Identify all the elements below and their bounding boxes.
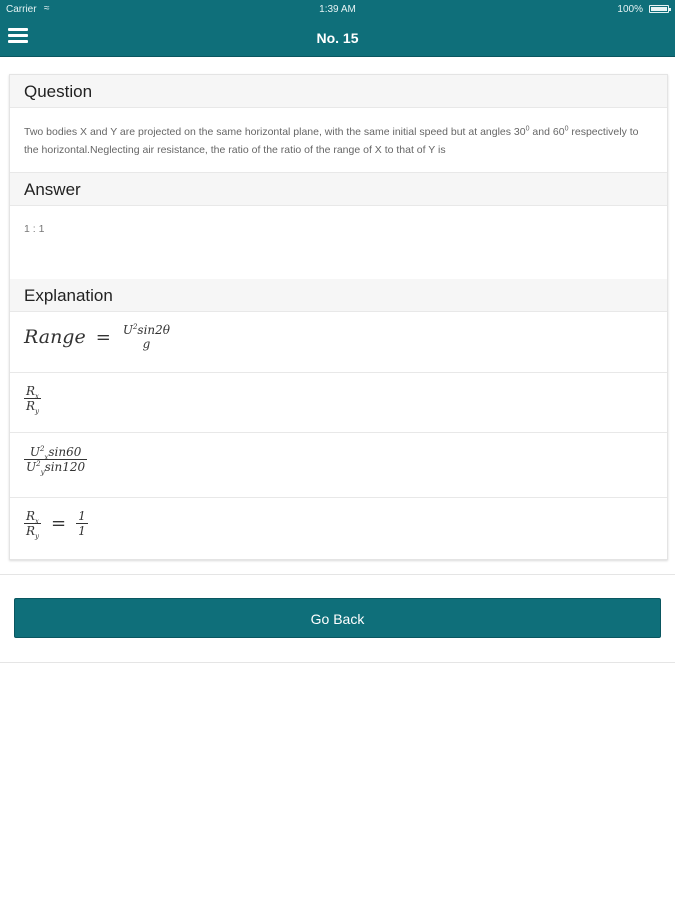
fraction	[24, 445, 87, 477]
battery-icon	[649, 5, 669, 13]
fraction	[121, 323, 172, 351]
degree-superscript: 0	[525, 125, 530, 133]
navigation-bar	[0, 0, 675, 56]
question-header	[10, 75, 667, 108]
fraction-denominator: $R_y$	[26, 399, 40, 416]
question-text	[24, 123, 654, 159]
fraction-numerator: 1	[78, 509, 86, 523]
question-text-part: Two bodies X and Y are projected on the same horizontal plane, with the same initial speed but at angles 30	[24, 126, 526, 138]
formula-lhs: Range	[24, 326, 86, 348]
divider	[10, 432, 667, 433]
divider	[10, 497, 667, 498]
answer-heading: Answer	[24, 180, 81, 199]
question-card	[9, 74, 668, 560]
equals-sign: =	[95, 326, 111, 348]
explanation-heading: Explanation	[24, 286, 113, 305]
divider	[0, 574, 675, 575]
status-bar	[0, 0, 675, 20]
explanation-formula-result	[24, 509, 88, 541]
page-title: No. 15	[316, 30, 359, 46]
answer-header	[10, 172, 667, 206]
degree-superscript: 0	[564, 125, 569, 133]
explanation-formula-substitution	[24, 445, 87, 477]
fraction	[24, 384, 41, 416]
fraction-denominator: 1	[78, 524, 86, 538]
question-heading: Question	[24, 82, 93, 101]
divider	[0, 662, 675, 663]
question-text-part: and 60	[529, 126, 565, 138]
divider	[10, 372, 667, 373]
status-time: 1:39 AM	[319, 4, 356, 15]
question-text-part: respectively to the horizontal.Neglecting air resistance, the ratio of the ratio of the range of X to that of Y is	[24, 126, 639, 156]
fraction	[24, 509, 41, 541]
fraction-denominator: $R_y$	[26, 524, 40, 541]
equals-sign: =	[51, 513, 67, 534]
carrier-label: Carrier	[6, 4, 37, 15]
fraction-numerator: $U^2\sin 2\theta$	[122, 323, 170, 337]
answer-value: 1 : 1	[24, 223, 45, 235]
explanation-header	[10, 279, 667, 312]
fraction	[76, 509, 88, 538]
fraction-denominator: $U^2_y\sin 120$	[26, 460, 86, 477]
fraction-denominator: g	[142, 337, 151, 351]
fraction-numerator: $R_x$	[26, 509, 39, 526]
fraction-numerator: $U^2_x\sin 60$	[29, 445, 82, 462]
fraction-numerator: $R_x$	[26, 384, 39, 401]
go-back-button[interactable]: Go Back	[14, 598, 661, 638]
battery-percent: 100%	[617, 4, 643, 15]
wifi-icon: ≈	[44, 3, 50, 14]
explanation-formula-range	[24, 323, 172, 351]
explanation-formula-ratio	[24, 384, 41, 416]
